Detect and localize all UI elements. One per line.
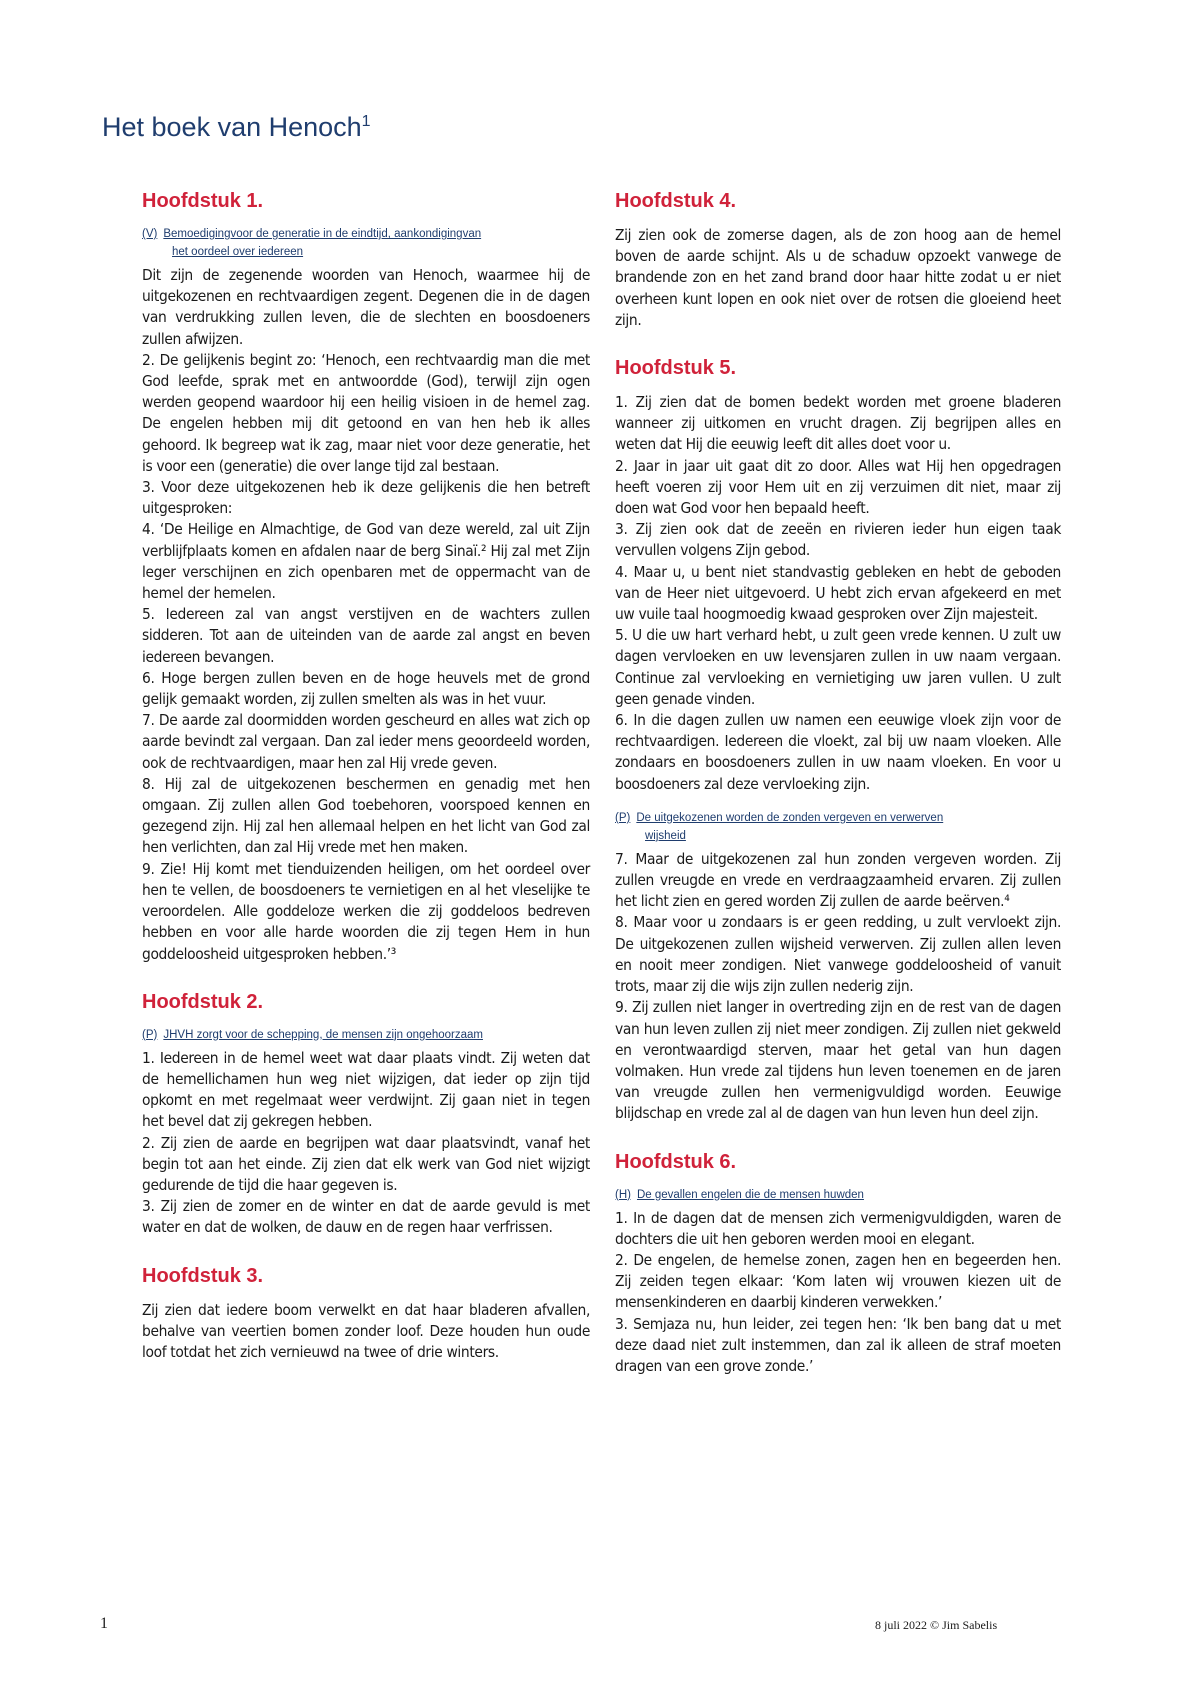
paragraph: 2. De gelijkenis begint zo: ‘Henoch, een rechtvaardig man die met God leefde, sprak met en antwoordde (God), terwijl zijn ogen werden geopend waardoor hij een heilig visioen in de hemel zag. De engelen hebben mij dit getoond en van hen heb ik alles gehoord. Ik begreep wat ik zag, maar niet voor deze generatie, het is voor een (generatie) die over lange tijd zal bestaan. xyxy=(142,350,590,475)
paragraph: 4. ‘De Heilige en Almachtige, de God van deze wereld, zal uit Zijn verblijfplaats komen en afdalen naar de berg Sinaï.² Hij zal met Zijn leger verschijnen en zich openbaren met de oppermacht van de hemel der hemelen. xyxy=(142,520,590,603)
chapter-heading: Hoofdstuk 2. xyxy=(142,990,264,1013)
section-heading xyxy=(142,225,590,261)
paragraph: 3. Zij zien de zomer en de winter en dat de aarde gevuld is met water en dat de wolken, de dauw en de regen haar verfrissen. xyxy=(142,1197,590,1237)
right-column xyxy=(615,190,1061,1403)
section-heading xyxy=(615,1186,1061,1204)
title-footnote-marker[interactable]: 1 xyxy=(361,113,371,130)
paragraph: 9. Zij zullen niet langer in overtreding zijn en de rest van de dagen van hun leven zullen zij niet meer zondigen. Zij zullen niet gekweld en verontwaardigd sterven, maar het getal van hun dagen volmaken. Hun vrede zal tijdens hun leven toenemen en de jaren van vreugde zullen hen vermenigvuldigd worden. Eeuwige blijdschap en vrede zal al de dagen van hun leven hun deel zijn. xyxy=(615,998,1061,1123)
section-title: De gevallen engelen die de mensen huwden xyxy=(636,1188,864,1201)
paragraph: Zij zien ook de zomerse dagen, als de zon hoog aan de hemel boven de aarde schijnt. Als u de schaduw opzoekt vanwege de brandende zon en het zand brand door haar hitte zodat u er niet overheen kunt lopen en ook niet over de rotsen die gloeiend heet zijn. xyxy=(615,226,1061,329)
paragraph: 2. Zij zien de aarde en begrijpen wat daar plaatsvindt, vanaf het begin tot aan het einde. Zij zien dat elk werk van God niet wijzigt gedurende de tijd die haar gegeven is. xyxy=(142,1133,590,1194)
chapter-1 xyxy=(142,190,590,965)
paragraph: 8. Hij zal de uitgekozenen beschermen en genadig met hen omgaan. Zij zullen allen God toebehoren, voorspoed kennen en gezegend zijn. Hij zal hen allemaal helpen en het licht van God zal hen verlichten, dan zal Hij vrede met hen maken. xyxy=(142,774,590,857)
section-title-cont: het oordeel over iedereen xyxy=(172,246,304,258)
section-title: De uitgekozenen worden de zonden vergeven en verwerven xyxy=(636,811,944,824)
paragraph: 6. In die dagen zullen uw namen een eeuwige vloek zijn voor de rechtvaardigen. Iedereen die vloekt, zal bij uw naam vloeken. Alle zondaars en boosdoeners zullen in uw naam vloeken. En voor u boosdoeners zal deze vervloeking zijn. xyxy=(615,711,1061,793)
title-text: Het boek van Henoch xyxy=(102,112,362,142)
section-heading xyxy=(142,1026,590,1044)
paragraph: 1. In de dagen dat de mensen zich vermenigvuldigden, waren de dochters die uit hen geboren werden mooi en elegant. xyxy=(615,1208,1061,1248)
paragraph: 2. Jaar in jaar uit gaat dit zo door. Alles wat Hij hen opgedragen heeft voeren zij voor Hem uit en zij verzuimen dit niet, maar zij doen wat God voor hen bepaald heeft. xyxy=(615,456,1061,518)
paragraph: 9. Zie! Hij komt met tienduizenden heiligen, om het oordeel over hen te vellen, de boosdoeners te vernietigen en al het vleselijke te veroordelen. Alle goddeloze werken die zij goddeloos bedreven hebben en voor alle harde woorden die zij tegen Hem in hun goddeloosheid uitgesproken hebben.’³ xyxy=(142,859,590,963)
paragraph: 2. De engelen, de hemelse zonen, zagen hen en begeerden hen. Zij zeiden tegen elkaar: ‘Kom laten wij vrouwen kiezen uit de mensenkinderen en daarbij kinderen verwekken.’ xyxy=(615,1250,1061,1312)
section-tag: (P) xyxy=(142,1028,158,1041)
footer-date-author: 8 juli 2022 © Jim Sabelis xyxy=(875,1618,998,1632)
chapter-2 xyxy=(142,991,590,1239)
document-title xyxy=(102,112,371,143)
paragraph: 5. U die uw hart verhard hebt, u zult geen vrede kennen. U zult uw dagen vervloeken en uw levensjaren zullen in uw naam vergaan. Continue zal vervloeking en vernietiging uw jaren vullen. U zult geen genade vinden. xyxy=(615,626,1061,708)
paragraph: Dit zijn de zegenende woorden van Henoch, waarmee hij de uitgekozenen en rechtvaardigen zegent. Degenen die in de dagen van verdrukking zullen leven, die de slechten en boosdoeners zullen afwijzen. xyxy=(142,266,590,348)
section-title-cont: wijsheid xyxy=(645,829,686,842)
chapter-heading: Hoofdstuk 1. xyxy=(142,190,264,212)
paragraph: 7. De aarde zal doormidden worden gescheurd en alles wat zich op aarde bevindt zal vergaan. Dan zal ieder mens geoordeeld worden, ook de rechtvaardigen, maar hen zal Hij vrede geven. xyxy=(142,711,590,772)
paragraph: 3. Semjaza nu, hun leider, zei tegen hen: ‘Ik ben bang dat u met deze daad niet zult instemmen, dan zal ik alleen de straf moeten dragen van een grove zonde.’ xyxy=(615,1314,1061,1375)
chapter-heading: Hoofdstuk 5. xyxy=(615,357,737,380)
paragraph: Zij zien dat iedere boom verwelkt en dat haar bladeren afvallen, behalve van veertien bomen zonder loof. Deze houden hun oude loof totdat het zich vernieuwd na twee of drie winters. xyxy=(142,1300,590,1361)
paragraph: 8. Maar voor u zondaars is er geen redding, u zult vervloekt zijn. De uitgekozenen zullen wijsheid verwerven. Zij zullen allen leven en nooit meer zondigen. Niet vanwege goddeloosheid of vanuit trots, maar zij die wijs zijn zullen nederig zijn. xyxy=(615,913,1061,996)
section-title: JHVH zorgt voor de schepping, de mensen zijn ongehoorzaam xyxy=(163,1028,483,1041)
section-tag: (V) xyxy=(142,228,158,240)
section-tag: (H) xyxy=(615,1188,631,1201)
page-number: 1 xyxy=(100,1615,108,1632)
paragraph: 6. Hoge bergen zullen beven en de hoge heuvels met de grond gelijk gemaakt worden, zij zullen smelten als was in het vuur. xyxy=(142,668,590,709)
chapter-4 xyxy=(615,190,1061,331)
chapter-5 xyxy=(615,357,1061,1125)
paragraph: 1. Iedereen in de hemel weet wat daar plaats vindt. Zij weten dat de hemellichamen hun weg niet wijzigen, dat ieder op zijn tijd opkomt en met regelmaat weer verdwijnt. Zij gaan niet in tegen het bevel dat zij gekregen hebben. xyxy=(142,1048,590,1131)
chapter-6 xyxy=(615,1151,1061,1378)
section-heading xyxy=(615,809,1061,845)
chapter-3 xyxy=(142,1265,590,1364)
paragraph: 1. Zij zien dat de bomen bedekt worden met groene bladeren wanneer zij uitkomen en vrucht dragen. Zij begrijpen alles en weten dat Hij die eeuwig leeft dit alles doet voor u. xyxy=(615,393,1061,454)
section-title: Bemoedigingvoor de generatie in de eindtijd, aankondigingvan xyxy=(163,228,482,240)
paragraph: 4. Maar u, u bent niet standvastig gebleken en hebt de geboden van de Heer niet uitgevoerd. U hebt zich ervan afgekeerd en met uw vuile taal hoogmoedig kwaad gesproken over Zijn majesteit. xyxy=(615,562,1061,624)
paragraph: 3. Voor deze uitgekozenen heb ik deze gelijkenis die hen betreft uitgesproken: xyxy=(142,478,590,518)
chapter-heading: Hoofdstuk 6. xyxy=(615,1150,737,1173)
paragraph: 3. Zij zien ook dat de zeeën en rivieren ieder hun eigen taak vervullen volgens Zijn gebod. xyxy=(615,520,1061,560)
chapter-heading: Hoofdstuk 4. xyxy=(615,190,737,212)
paragraph: 5. Iedereen zal van angst verstijven en de wachters zullen sidderen. Tot aan de uiteinden van de aarde zal angst en beven iedereen bevangen. xyxy=(142,605,590,666)
section-tag: (P) xyxy=(615,811,631,824)
left-column xyxy=(142,190,590,1389)
chapter-heading: Hoofdstuk 3. xyxy=(142,1264,264,1287)
paragraph: 7. Maar de uitgekozenen zal hun zonden vergeven worden. Zij zullen vreugde en vrede en verdraagzaamheid ervaren. Zij zullen het licht zien en gered worden Zij zullen de aarde beërven.⁴ xyxy=(615,849,1061,911)
